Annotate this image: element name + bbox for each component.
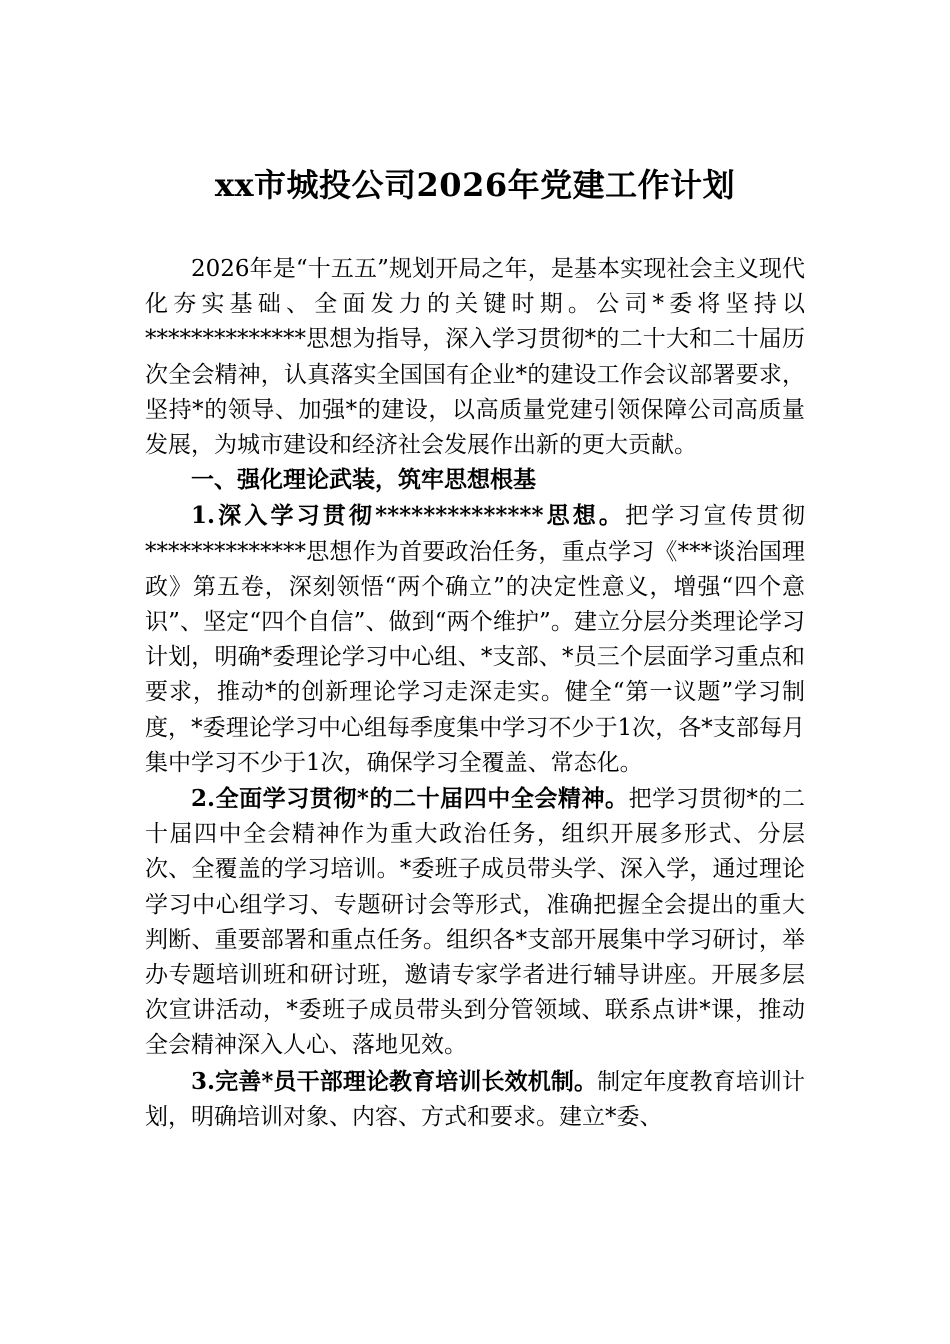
item-text-1: 把学习宣传贯彻**************思想作为首要政治任务，重点学习《***谈治国理政》第五卷，深刻领悟“两个确立”的决定性意义，增强“四个意识”、坚定“四个自信”、做到“两个维护”。建立分层分类理论学习计划，明确*委理论学习中心组、*支部、*员三个层面学习重点和要求，推动*的创新理论学习走深走实。健全“第一议题”学习制度，*委理论学习中心组每季度集中学习不少于1次，各*支部每月集中学习不少于1次，确保学习全覆盖、常态化。 (145, 503, 806, 776)
item-text-2: 把学习贯彻*的二十届四中全会精神作为重大政治任务，组织开展多形式、分层次、全覆盖的学习培训。*委班子成员带头学、深入学，通过理论学习中心组学习、专题研讨会等形式，准确把握全会提出的重大判断、重要部署和重点任务。组织各*支部开展集中学习研讨，举办专题培训班和研讨班，邀请专家学者进行辅导讲座。开展多层次宣讲活动，*委班子成员带头到分管领域、联系点讲*课，推动全会精神深入人心、落地见效。 (145, 786, 806, 1059)
document-title: xx市城投公司2026年党建工作计划 (214, 166, 736, 204)
item-lead-1: 1.深入学习贯彻**************思想。 (191, 502, 626, 530)
item-lead-3: 3.完善*员干部理论教育培训长效机制。 (191, 1067, 598, 1095)
item-paragraph-2 (145, 781, 805, 1064)
section-heading-1: 一、强化理论武装，筑牢思想根基 (191, 467, 536, 494)
document-body (145, 252, 805, 1135)
item-paragraph-1 (145, 498, 805, 781)
intro-paragraph: 2026年是“十五五”规划开局之年，是基本实现社会主义现代化夯实基础、全面发力的关键时期。公司*委将坚持以**************思想为指导，深入学习贯彻*的二十大和二十届历次全会精神，认真落实全国国有企业*的建设工作会议部署要求，坚持*的领导、加强*的建设，以高质量党建引领保障公司高质量发展，为城市建设和经济社会发展作出新的更大贡献。 (145, 256, 805, 459)
item-text-3: 制定年度教育培训计划，明确培训对象、内容、方式和要求。建立*委、 (145, 1068, 806, 1130)
item-paragraph-3 (145, 1064, 805, 1135)
item-lead-2: 2.全面学习贯彻*的二十届四中全会精神。 (191, 785, 629, 813)
